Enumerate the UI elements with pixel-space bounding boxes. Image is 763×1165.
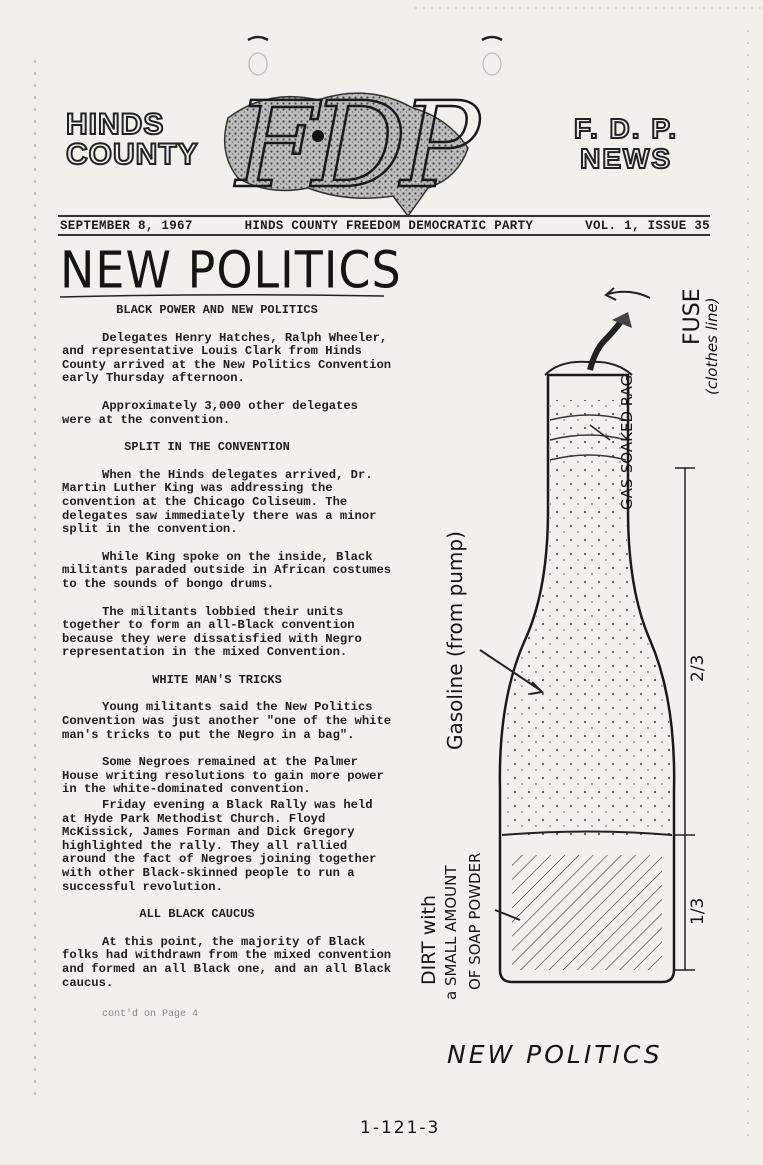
rag-label: GAS-SOAKED RAG — [618, 374, 636, 510]
masthead-top-rule — [58, 215, 710, 217]
two-thirds-label: 2/3 — [688, 654, 708, 682]
masthead-right-line1: F. D. P. — [574, 113, 679, 144]
fuse-label: FUSE — [680, 288, 705, 345]
dirt-label-line1: DIRT with — [418, 894, 440, 985]
masthead — [58, 78, 698, 223]
masthead-bottom-rule — [58, 234, 710, 236]
article-paragraph: The militants lobbied their units together to form an all-Black convention because they were dissatisfied with Negro representation in the mixed Convention. — [62, 604, 362, 660]
title-underline — [58, 292, 388, 302]
continued-note: cont'd on Page 4 — [102, 1009, 199, 1021]
dateline-issue: VOL. 1, ISSUE 35 — [585, 219, 710, 233]
article-paragraph: When the Hinds delegates arrived, Dr. Martin Luther King was addressing the convention at the Chicago Coliseum. The delegates saw immediately there was a minor split in the convention. — [62, 467, 377, 537]
handwritten-title: NEW POLITICS — [60, 240, 402, 300]
subhead-caucus: ALL BLACK CAUCUS — [139, 907, 255, 922]
article-headline: BLACK POWER AND NEW POLITICS — [116, 303, 318, 317]
dirt-label-line3: OF SOAP POWDER — [466, 852, 484, 990]
article-paragraph: Some Negroes remained at the Palmer House writing resolutions to gain more power in the white-dominated convention. — [62, 755, 384, 797]
article-paragraph: Young militants said the New Politics Convention was just another "one of the white man's tricks to put the Negro in a bag". — [62, 700, 392, 742]
subhead-split: SPLIT IN THE CONVENTION — [124, 440, 290, 455]
masthead-left-line1: HINDS — [66, 108, 165, 141]
masthead-logo-letters: FDP — [236, 76, 474, 214]
drawing-caption: NEW POLITICS — [447, 1040, 663, 1069]
article-paragraph: Delegates Henry Hatches, Ralph Wheeler, and representative Louis Clark from Hinds County arrived at the New Politics Convention early Thursday afternoon. — [62, 330, 392, 386]
article-paragraph: Approximately 3,000 other delegates were at the convention. — [62, 398, 358, 427]
dirt-label-line2: a SMALL AMOUNT — [442, 865, 460, 1000]
article-paragraph: At this point, the majority of Black folks had withdrawn from the mixed convention and formed an all Black one, and an all Black caucus. — [62, 934, 392, 990]
dateline-organization: HINDS COUNTY FREEDOM DEMOCRATIC PARTY — [244, 219, 534, 233]
subhead-tricks: WHITE MAN'S TRICKS — [152, 672, 282, 687]
masthead-right-line2: NEWS — [580, 143, 673, 174]
masthead-news-name — [574, 114, 678, 174]
masthead-county-name — [66, 110, 199, 170]
dateline — [60, 219, 710, 233]
fuse-note: (clothes line) — [703, 297, 721, 395]
document-code: 1-121-3 — [360, 1118, 441, 1138]
article-paragraph: Friday evening a Black Rally was held at Hyde Park Methodist Church. Floyd McKissick, James Forman and Dick Gregory highlighted the rally. They all rallied around the fact of Negroes joining together with other Black-skinned people to run a successful revolution. — [62, 798, 377, 894]
gasoline-label: Gasoline (from pump) — [443, 531, 467, 750]
masthead-left-line2: COUNTY — [66, 138, 199, 171]
one-third-label: 1/3 — [688, 897, 708, 925]
article-column — [62, 304, 392, 1022]
dateline-date: SEPTEMBER 8, 1967 — [60, 219, 193, 233]
article-paragraph: While King spoke on the inside, Black militants paraded outside in African costumes to the sounds of bongo drums. — [62, 549, 392, 591]
